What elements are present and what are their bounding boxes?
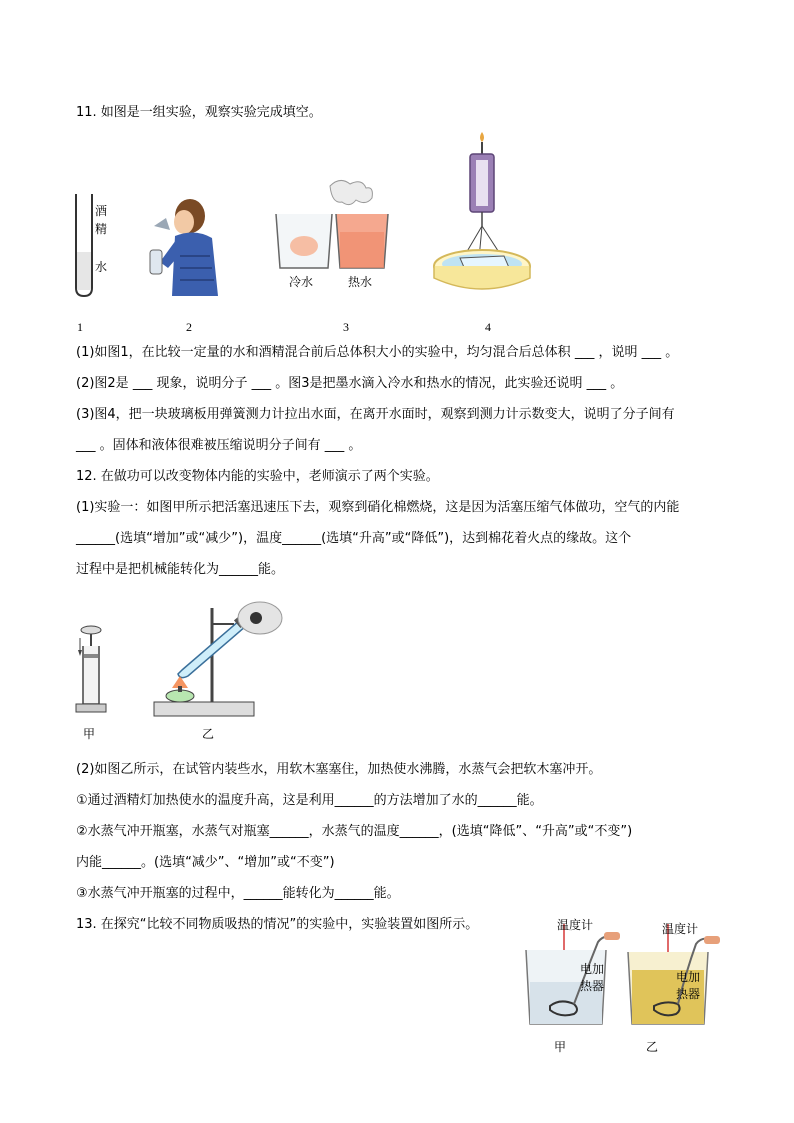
q11-part3-line2: ___ 。固体和液体很难被压缩说明分子间有 ___ 。 — [76, 438, 362, 453]
thermometer-label-left: 温度计 — [557, 918, 594, 932]
cold-water-label: 冷水 — [289, 275, 314, 289]
figure-number-2: 2 — [186, 320, 192, 334]
q13-stem: 13. 在探究“比较不同物质吸热的情况”的实验中，实验装置如图所示。 — [76, 917, 479, 932]
heater-label-right-1: 电加 — [676, 970, 701, 984]
thermometer-label-right: 温度计 — [662, 922, 699, 936]
figure-number-3: 3 — [343, 320, 349, 334]
figure-number-1: 1 — [77, 320, 83, 334]
compression-cylinder-figure — [74, 624, 108, 716]
q12-stem: 12. 在做功可以改变物体内能的实验中，老师演示了两个实验。 — [76, 469, 439, 484]
q12-part1-line3: 过程中是把机械能转化为______能。 — [76, 562, 285, 577]
q12-part2: (2)如图乙所示，在试管内装些水，用软木塞塞住，加热使水沸腾，水蒸气会把软木塞冲开。 — [76, 762, 602, 777]
child-smelling-figure — [140, 196, 230, 296]
q12-sub3: ③水蒸气冲开瓶塞的过程中，______能转化为______能。 — [76, 886, 400, 901]
heater-label-right-2: 热器 — [676, 987, 701, 1001]
q13-label-yi: 乙 — [646, 1040, 659, 1054]
tube-label-alcohol-1: 酒 — [95, 204, 108, 218]
beakers-ink-figure — [270, 176, 390, 272]
q12-sub1: ①通过酒精灯加热使水的温度升高，这是利用______的方法增加了水的______能。 — [76, 793, 543, 808]
tube-label-alcohol-2: 精 — [95, 222, 108, 236]
tube-label-water: 水 — [95, 260, 108, 274]
figure-label-jia: 甲 — [83, 727, 96, 741]
q12-sub2-line1: ②水蒸气冲开瓶塞，水蒸气对瓶塞______，水蒸气的温度______，(选填“降低”、“升高”或“不变”) — [76, 824, 633, 839]
spring-scale-figure — [432, 130, 534, 300]
q12-part1-line2: ______(选填“增加”或“减少”)，温度______(选填“升高”或“降低”)，达到棉花着火点的缘故。这个 — [76, 531, 632, 546]
q11-part1: (1)如图1，在比较一定量的水和酒精混合前后总体积大小的实验中，均匀混合后总体积 ___ ，说明 ___ 。 — [76, 345, 679, 360]
q11-stem: 11. 如图是一组实验，观察实验完成填空。 — [76, 105, 322, 120]
q11-part2: (2)图2是 ___ 现象，说明分子 ___ 。图3是把墨水滴入冷水和热水的情况，此实验还说明 ___ 。 — [76, 376, 624, 391]
heater-label-left-1: 电加 — [580, 962, 605, 976]
heater-label-left-2: 热器 — [580, 979, 605, 993]
hot-water-label: 热水 — [348, 275, 373, 289]
q11-part3-line1: (3)图4，把一块玻璃板用弹簧测力计拉出水面，在离开水面时，观察到测力计示数变大，说明了分子间有 — [76, 407, 675, 422]
q13-label-jia: 甲 — [554, 1040, 567, 1054]
figure-label-yi: 乙 — [202, 727, 215, 741]
q12-sub2-line2: 内能______。(选填“减少”、“增加”或“不变”) — [76, 855, 335, 870]
test-tube-stand-figure — [152, 598, 292, 718]
q12-part1-line1: (1)实验一：如图甲所示把活塞迅速压下去，观察到硝化棉燃烧，这是因为活塞压缩气体做功，空气的内能 — [76, 500, 680, 515]
figure-number-4: 4 — [485, 320, 491, 334]
